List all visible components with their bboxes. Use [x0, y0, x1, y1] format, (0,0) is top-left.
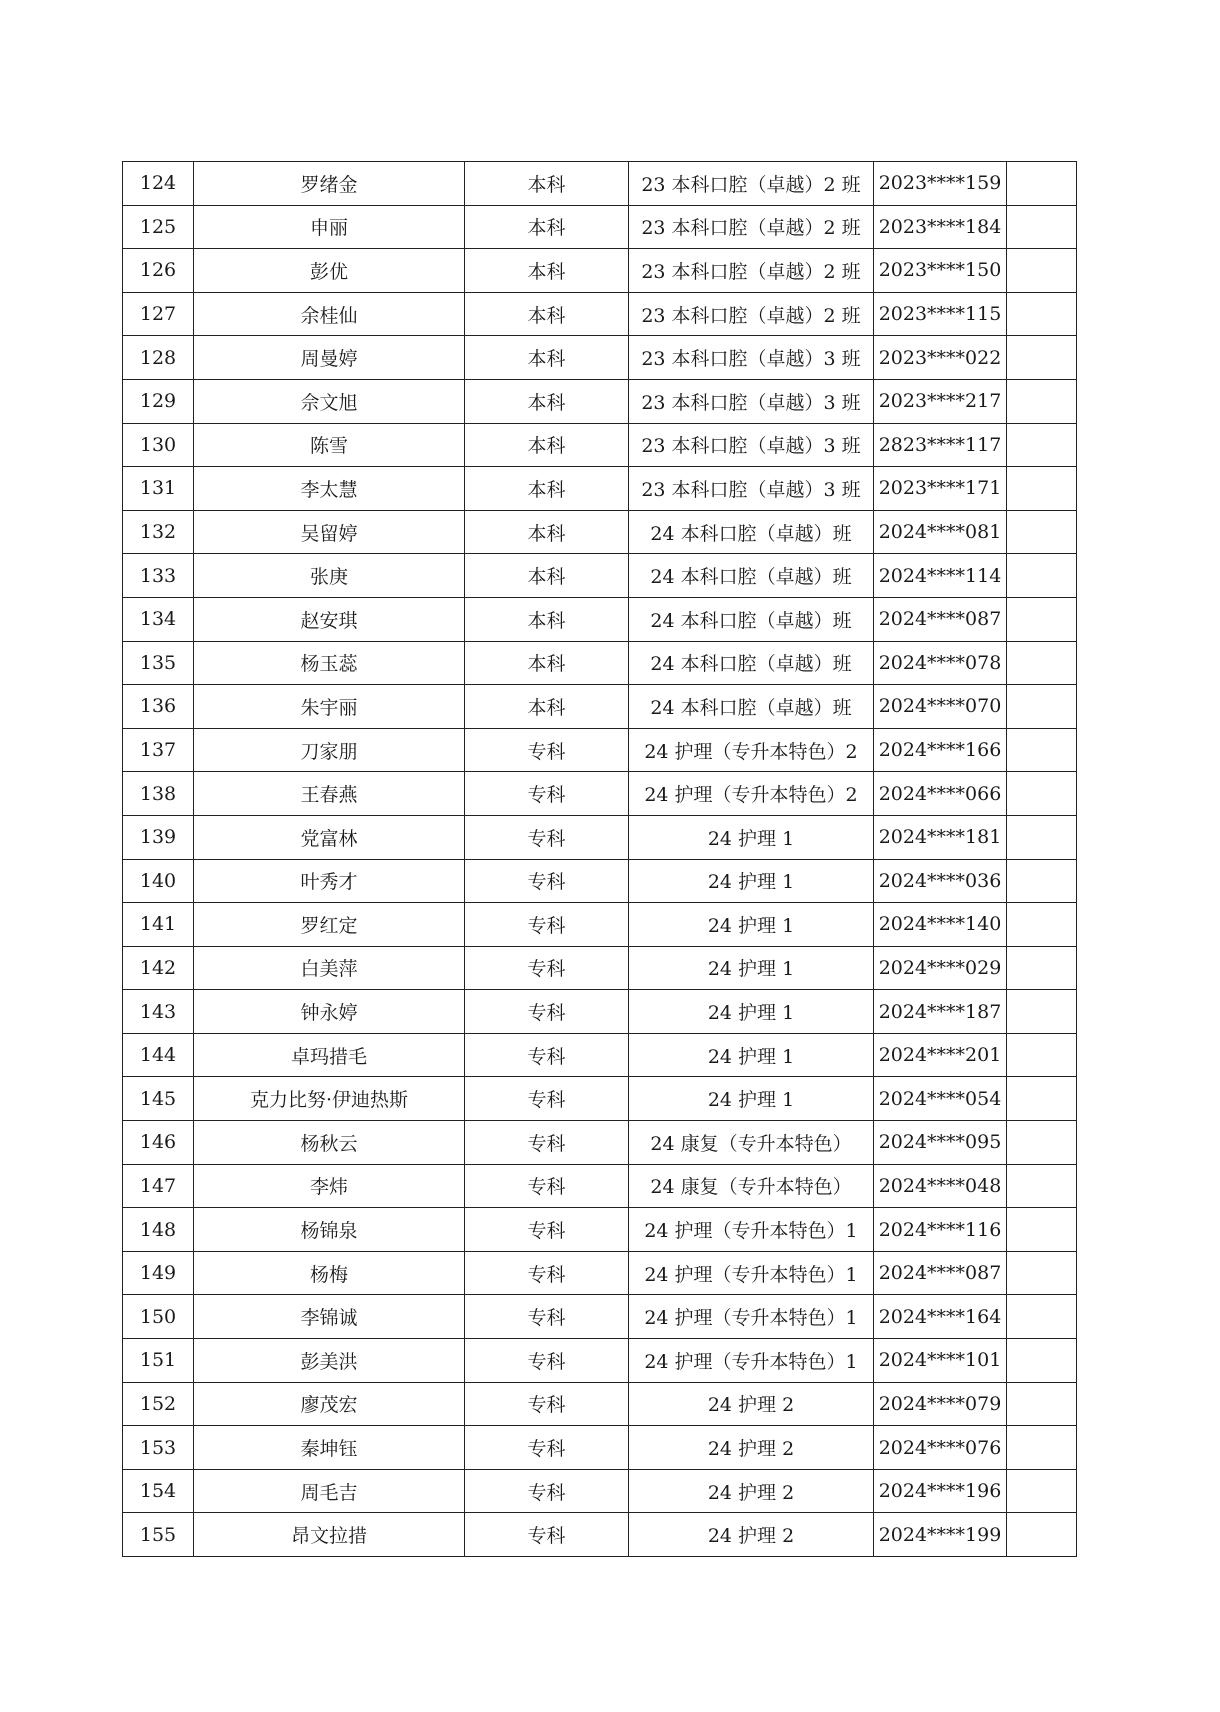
row-number: 137 [123, 728, 194, 772]
education-level: 专科 [465, 903, 629, 947]
education-level: 专科 [465, 1121, 629, 1165]
table-row [123, 292, 1077, 336]
row-number: 147 [123, 1164, 194, 1208]
remark-cell [1007, 379, 1077, 423]
student-name: 卓玛措毛 [194, 1033, 465, 1077]
class-name: 24 护理 1 [629, 1077, 874, 1121]
row-number: 144 [123, 1033, 194, 1077]
student-id: 2023****171 [874, 467, 1007, 511]
student-id: 2023****217 [874, 379, 1007, 423]
class-name: 23 本科口腔（卓越）3 班 [629, 423, 874, 467]
student-id: 2024****081 [874, 510, 1007, 554]
student-name: 昂文拉措 [194, 1513, 465, 1557]
remark-cell [1007, 1339, 1077, 1383]
class-name: 24 护理（专升本特色）1 [629, 1251, 874, 1295]
row-number: 131 [123, 467, 194, 511]
remark-cell [1007, 815, 1077, 859]
row-number: 124 [123, 162, 194, 206]
student-id: 2024****076 [874, 1426, 1007, 1470]
row-number: 152 [123, 1382, 194, 1426]
row-number: 138 [123, 772, 194, 816]
education-level: 本科 [465, 379, 629, 423]
row-number: 149 [123, 1251, 194, 1295]
class-name: 24 护理（专升本特色）2 [629, 728, 874, 772]
row-number: 148 [123, 1208, 194, 1252]
roster-body [123, 162, 1077, 1557]
table-row [123, 903, 1077, 947]
table-row [123, 946, 1077, 990]
row-number: 154 [123, 1469, 194, 1513]
table-row [123, 1469, 1077, 1513]
education-level: 本科 [465, 249, 629, 293]
remark-cell [1007, 990, 1077, 1034]
table-row [123, 162, 1077, 206]
education-level: 本科 [465, 162, 629, 206]
student-name: 彭美洪 [194, 1339, 465, 1383]
row-number: 125 [123, 205, 194, 249]
student-id: 2024****196 [874, 1469, 1007, 1513]
student-name: 余桂仙 [194, 292, 465, 336]
class-name: 24 护理（专升本特色）1 [629, 1339, 874, 1383]
student-name: 杨秋云 [194, 1121, 465, 1165]
student-name: 廖茂宏 [194, 1382, 465, 1426]
education-level: 本科 [465, 292, 629, 336]
remark-cell [1007, 423, 1077, 467]
table-row [123, 423, 1077, 467]
education-level: 专科 [465, 1251, 629, 1295]
class-name: 24 护理 2 [629, 1469, 874, 1513]
class-name: 23 本科口腔（卓越）3 班 [629, 467, 874, 511]
student-id: 2024****101 [874, 1339, 1007, 1383]
student-name: 刀家朋 [194, 728, 465, 772]
student-id: 2023****159 [874, 162, 1007, 206]
education-level: 专科 [465, 1077, 629, 1121]
student-name: 张庚 [194, 554, 465, 598]
student-id: 2023****022 [874, 336, 1007, 380]
student-id: 2024****116 [874, 1208, 1007, 1252]
remark-cell [1007, 510, 1077, 554]
student-name: 陈雪 [194, 423, 465, 467]
row-number: 128 [123, 336, 194, 380]
class-name: 24 本科口腔（卓越）班 [629, 597, 874, 641]
remark-cell [1007, 1513, 1077, 1557]
table-row [123, 1339, 1077, 1383]
student-id: 2023****150 [874, 249, 1007, 293]
table-row [123, 379, 1077, 423]
student-name: 叶秀才 [194, 859, 465, 903]
student-id: 2024****095 [874, 1121, 1007, 1165]
table-row [123, 1513, 1077, 1557]
student-id: 2024****079 [874, 1382, 1007, 1426]
remark-cell [1007, 1469, 1077, 1513]
education-level: 本科 [465, 467, 629, 511]
class-name: 24 护理 2 [629, 1426, 874, 1470]
student-id: 2024****114 [874, 554, 1007, 598]
remark-cell [1007, 292, 1077, 336]
table-row [123, 336, 1077, 380]
class-name: 24 护理 1 [629, 990, 874, 1034]
student-name: 李锦诚 [194, 1295, 465, 1339]
student-id: 2023****115 [874, 292, 1007, 336]
student-name: 克力比努·伊迪热斯 [194, 1077, 465, 1121]
table-row [123, 728, 1077, 772]
table-row [123, 685, 1077, 729]
class-name: 23 本科口腔（卓越）3 班 [629, 379, 874, 423]
class-name: 24 护理 1 [629, 859, 874, 903]
education-level: 专科 [465, 946, 629, 990]
education-level: 专科 [465, 1426, 629, 1470]
student-id: 2024****201 [874, 1033, 1007, 1077]
class-name: 24 康复（专升本特色） [629, 1121, 874, 1165]
table-row [123, 990, 1077, 1034]
remark-cell [1007, 728, 1077, 772]
education-level: 专科 [465, 815, 629, 859]
education-level: 专科 [465, 1164, 629, 1208]
remark-cell [1007, 1121, 1077, 1165]
class-name: 24 本科口腔（卓越）班 [629, 641, 874, 685]
student-name: 秦坤钰 [194, 1426, 465, 1470]
table-row [123, 1208, 1077, 1252]
education-level: 专科 [465, 1033, 629, 1077]
class-name: 24 本科口腔（卓越）班 [629, 554, 874, 598]
remark-cell [1007, 162, 1077, 206]
class-name: 23 本科口腔（卓越）3 班 [629, 336, 874, 380]
table-row [123, 205, 1077, 249]
table-row [123, 815, 1077, 859]
table-row [123, 641, 1077, 685]
education-level: 专科 [465, 1339, 629, 1383]
student-name: 李太慧 [194, 467, 465, 511]
class-name: 23 本科口腔（卓越）2 班 [629, 292, 874, 336]
table-row [123, 249, 1077, 293]
row-number: 153 [123, 1426, 194, 1470]
remark-cell [1007, 1033, 1077, 1077]
class-name: 24 护理（专升本特色）2 [629, 772, 874, 816]
education-level: 本科 [465, 510, 629, 554]
student-name: 杨梅 [194, 1251, 465, 1295]
table-row [123, 554, 1077, 598]
table-row [123, 1121, 1077, 1165]
class-name: 24 护理 2 [629, 1382, 874, 1426]
student-name: 罗红定 [194, 903, 465, 947]
row-number: 150 [123, 1295, 194, 1339]
class-name: 24 本科口腔（卓越）班 [629, 685, 874, 729]
student-id: 2024****048 [874, 1164, 1007, 1208]
remark-cell [1007, 1208, 1077, 1252]
table-row [123, 859, 1077, 903]
row-number: 146 [123, 1121, 194, 1165]
student-name: 王春燕 [194, 772, 465, 816]
remark-cell [1007, 1077, 1077, 1121]
student-id: 2024****164 [874, 1295, 1007, 1339]
class-name: 23 本科口腔（卓越）2 班 [629, 205, 874, 249]
student-name: 周曼婷 [194, 336, 465, 380]
remark-cell [1007, 1382, 1077, 1426]
row-number: 151 [123, 1339, 194, 1383]
education-level: 本科 [465, 641, 629, 685]
table-row [123, 1077, 1077, 1121]
remark-cell [1007, 641, 1077, 685]
student-id: 2024****087 [874, 597, 1007, 641]
student-id: 2823****117 [874, 423, 1007, 467]
student-name: 李炜 [194, 1164, 465, 1208]
class-name: 24 康复（专升本特色） [629, 1164, 874, 1208]
remark-cell [1007, 859, 1077, 903]
class-name: 24 护理（专升本特色）1 [629, 1208, 874, 1252]
student-id: 2024****087 [874, 1251, 1007, 1295]
student-name: 钟永婷 [194, 990, 465, 1034]
education-level: 本科 [465, 336, 629, 380]
education-level: 本科 [465, 205, 629, 249]
class-name: 24 护理 1 [629, 1033, 874, 1077]
row-number: 143 [123, 990, 194, 1034]
student-name: 杨玉蕊 [194, 641, 465, 685]
table-row [123, 1033, 1077, 1077]
student-name: 佘文旭 [194, 379, 465, 423]
class-name: 24 护理 1 [629, 946, 874, 990]
class-name: 24 护理 2 [629, 1513, 874, 1557]
student-name: 朱宇丽 [194, 685, 465, 729]
education-level: 本科 [465, 554, 629, 598]
remark-cell [1007, 685, 1077, 729]
row-number: 139 [123, 815, 194, 859]
student-id: 2023****184 [874, 205, 1007, 249]
student-id: 2024****166 [874, 728, 1007, 772]
row-number: 135 [123, 641, 194, 685]
remark-cell [1007, 1426, 1077, 1470]
table-row [123, 1164, 1077, 1208]
education-level: 专科 [465, 990, 629, 1034]
education-level: 专科 [465, 1513, 629, 1557]
student-name: 罗绪金 [194, 162, 465, 206]
student-id: 2024****066 [874, 772, 1007, 816]
student-id: 2024****140 [874, 903, 1007, 947]
remark-cell [1007, 1295, 1077, 1339]
education-level: 专科 [465, 728, 629, 772]
table-row [123, 1382, 1077, 1426]
class-name: 24 护理（专升本特色）1 [629, 1295, 874, 1339]
student-name: 赵安琪 [194, 597, 465, 641]
education-level: 专科 [465, 1208, 629, 1252]
class-name: 24 护理 1 [629, 815, 874, 859]
education-level: 本科 [465, 685, 629, 729]
remark-cell [1007, 946, 1077, 990]
row-number: 134 [123, 597, 194, 641]
student-name: 党富林 [194, 815, 465, 859]
student-name: 申丽 [194, 205, 465, 249]
row-number: 132 [123, 510, 194, 554]
table-row [123, 1251, 1077, 1295]
remark-cell [1007, 205, 1077, 249]
student-id: 2024****187 [874, 990, 1007, 1034]
student-roster-table [122, 161, 1077, 1557]
student-id: 2024****078 [874, 641, 1007, 685]
remark-cell [1007, 1251, 1077, 1295]
remark-cell [1007, 1164, 1077, 1208]
row-number: 130 [123, 423, 194, 467]
row-number: 155 [123, 1513, 194, 1557]
student-id: 2024****070 [874, 685, 1007, 729]
remark-cell [1007, 903, 1077, 947]
education-level: 专科 [465, 772, 629, 816]
student-id: 2024****029 [874, 946, 1007, 990]
class-name: 24 护理 1 [629, 903, 874, 947]
table-row [123, 510, 1077, 554]
row-number: 129 [123, 379, 194, 423]
row-number: 133 [123, 554, 194, 598]
student-id: 2024****054 [874, 1077, 1007, 1121]
education-level: 专科 [465, 859, 629, 903]
remark-cell [1007, 597, 1077, 641]
student-id: 2024****199 [874, 1513, 1007, 1557]
row-number: 126 [123, 249, 194, 293]
student-name: 杨锦泉 [194, 1208, 465, 1252]
row-number: 140 [123, 859, 194, 903]
table-row [123, 772, 1077, 816]
student-name: 吴留婷 [194, 510, 465, 554]
row-number: 142 [123, 946, 194, 990]
table-row [123, 1295, 1077, 1339]
row-number: 145 [123, 1077, 194, 1121]
remark-cell [1007, 772, 1077, 816]
remark-cell [1007, 467, 1077, 511]
table-row [123, 1426, 1077, 1470]
student-id: 2024****181 [874, 815, 1007, 859]
table-row [123, 467, 1077, 511]
education-level: 专科 [465, 1382, 629, 1426]
education-level: 专科 [465, 1295, 629, 1339]
education-level: 本科 [465, 423, 629, 467]
class-name: 23 本科口腔（卓越）2 班 [629, 249, 874, 293]
table-row [123, 597, 1077, 641]
student-id: 2024****036 [874, 859, 1007, 903]
class-name: 24 本科口腔（卓越）班 [629, 510, 874, 554]
row-number: 136 [123, 685, 194, 729]
student-name: 彭优 [194, 249, 465, 293]
remark-cell [1007, 554, 1077, 598]
row-number: 127 [123, 292, 194, 336]
remark-cell [1007, 336, 1077, 380]
education-level: 专科 [465, 1469, 629, 1513]
student-name: 周毛吉 [194, 1469, 465, 1513]
row-number: 141 [123, 903, 194, 947]
remark-cell [1007, 249, 1077, 293]
student-name: 白美萍 [194, 946, 465, 990]
class-name: 23 本科口腔（卓越）2 班 [629, 162, 874, 206]
education-level: 本科 [465, 597, 629, 641]
